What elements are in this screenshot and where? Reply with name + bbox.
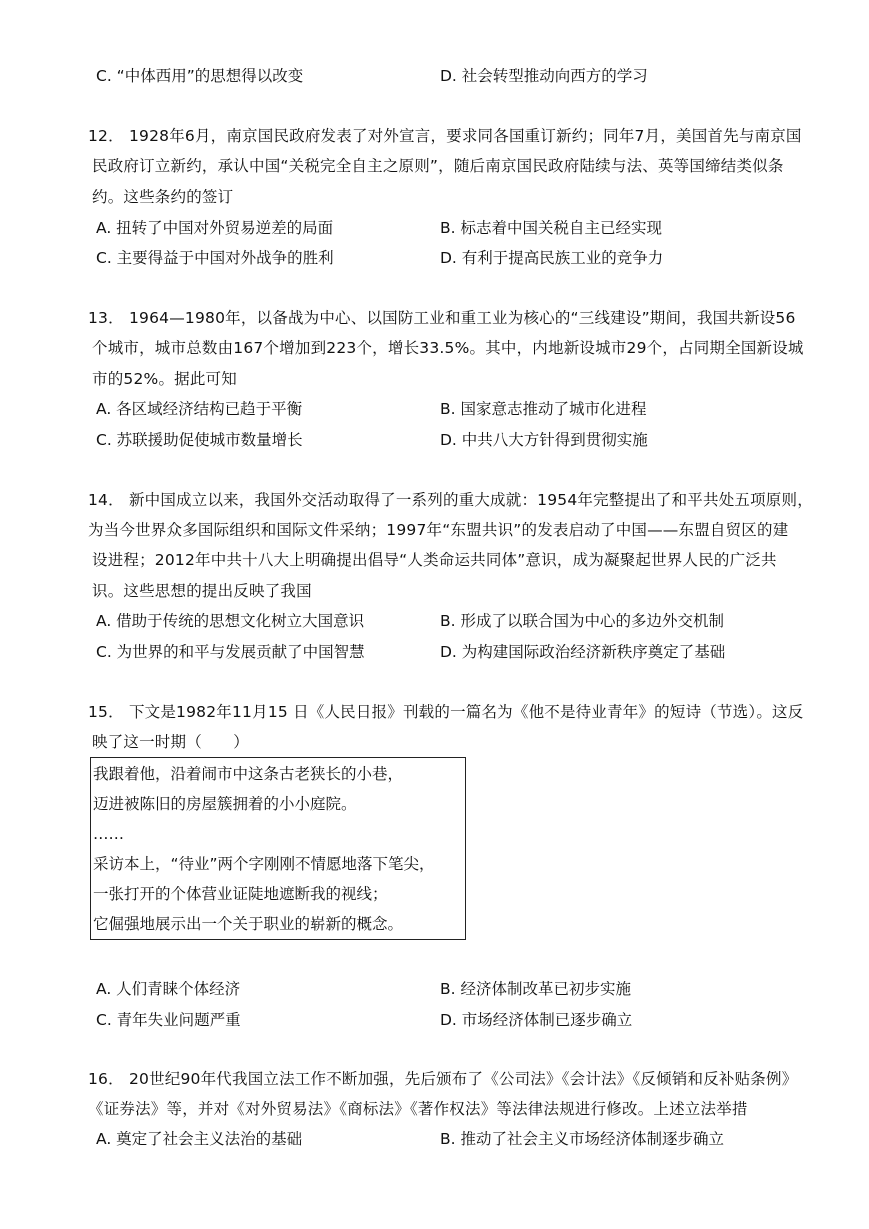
poem-line-5: 一张打开的个体营业证陡地遮断我的视线； <box>93 885 388 903</box>
q16-option-b: B. 推动了社会主义市场经济体制逐步确立 <box>440 1130 724 1148</box>
q14-option-b: B. 形成了以联合国为中心的多边外交机制 <box>440 612 724 630</box>
q15-option-c: C. 青年失业问题严重 <box>96 1011 241 1029</box>
q12-stem-line-1: 12． 1928年6月，南京国民政府发表了对外宣言，要求同各国重订新约；同年7月，美国首先与南京国 <box>88 127 802 145</box>
poem-excerpt-box <box>90 757 466 940</box>
q15-stem-line-1: 15． 下文是1982年11月15 日《人民日报》刊载的一篇名为《他不是待业青年》的短诗（节选）。这反 <box>88 703 804 721</box>
q13-option-d: D. 中共八大方针得到贯彻实施 <box>440 431 648 449</box>
poem-line-6: 它倔强地展示出一个关于职业的崭新的概念。 <box>93 915 404 933</box>
q12-option-b: B. 标志着中国关税自主已经实现 <box>440 219 662 237</box>
q13-option-b: B. 国家意志推动了城市化进程 <box>440 400 647 418</box>
q14-option-a: A. 借助于传统的思想文化树立大国意识 <box>96 612 365 630</box>
q14-stem-line-1: 14． 新中国成立以来，我国外交活动取得了一系列的重大成就：1954年完整提出了和平共处五项原则， <box>88 491 813 509</box>
q13-stem-line-2: 个城市，城市总数由167个增加到223个，增长33.5%。其中，内地新设城市29个，占同期全国新设城 <box>92 339 804 357</box>
q15-option-d: D. 市场经济体制已逐步确立 <box>440 1011 633 1029</box>
q11-option-d: D. 社会转型推动向西方的学习 <box>440 67 648 85</box>
q13-option-a: A. 各区域经济结构已趋于平衡 <box>96 400 303 418</box>
q14-option-d: D. 为构建国际政治经济新秩序奠定了基础 <box>440 643 726 661</box>
q14-stem-line-4: 识。这些思想的提出反映了我国 <box>92 582 312 600</box>
q15-option-a: A. 人们青睐个体经济 <box>96 980 241 998</box>
poem-line-4: 采访本上，“待业”两个字刚刚不情愿地落下笔尖， <box>93 855 435 873</box>
q16-stem-line-1: 16． 20世纪90年代我国立法工作不断加强，先后颁布了《公司法》《会计法》《反倾销和反补贴条例》 <box>88 1070 798 1088</box>
q12-stem-line-3: 约。这些条约的签订 <box>92 188 234 206</box>
q12-option-d: D. 有利于提高民族工业的竞争力 <box>440 249 664 267</box>
q13-option-c: C. 苏联援助促使城市数量增长 <box>96 431 303 449</box>
q15-stem-line-2: 映了这一时期（ ） <box>92 733 250 751</box>
q16-stem-line-2: 《证券法》等，并对《对外贸易法》《商标法》《著作权法》等法律法规进行修改。上述立法举措 <box>88 1100 748 1118</box>
q15-option-b: B. 经济体制改革已初步实施 <box>440 980 631 998</box>
q13-stem-line-1: 13． 1964—1980年，以备战为中心、以国防工业和重工业为核心的“三线建设”期间，我国共新设56 <box>88 309 796 327</box>
q14-option-c: C. 为世界的和平与发展贡献了中国智慧 <box>96 643 365 661</box>
q12-option-c: C. 主要得益于中国对外战争的胜利 <box>96 249 334 267</box>
q16-option-a: A. 奠定了社会主义法治的基础 <box>96 1130 303 1148</box>
q14-stem-line-2: 为当今世界众多国际组织和国际文件采纳；1997年“东盟共识”的发表启动了中国——东盟自贸区的建 <box>88 521 789 539</box>
poem-line-1: 我跟着他，沿着闹市中这条古老狭长的小巷， <box>93 765 404 783</box>
q11-option-c: C. “中体西用”的思想得以改变 <box>96 67 304 85</box>
q12-stem-line-2: 民政府订立新约，承认中国“关税完全自主之原则”，随后南京国民政府陆续与法、英等国缔结类似条 <box>92 157 784 175</box>
q14-stem-line-3: 设进程；2012年中共十八大上明确提出倡导“人类命运共同体”意识，成为凝聚起世界人民的广泛共 <box>92 551 777 569</box>
poem-line-3: …… <box>93 825 124 843</box>
q13-stem-line-3: 市的52%。据此可知 <box>92 370 237 388</box>
q12-option-a: A. 扭转了中国对外贸易逆差的局面 <box>96 219 334 237</box>
poem-line-2: 迈进被陈旧的房屋簇拥着的小小庭院。 <box>93 795 357 813</box>
